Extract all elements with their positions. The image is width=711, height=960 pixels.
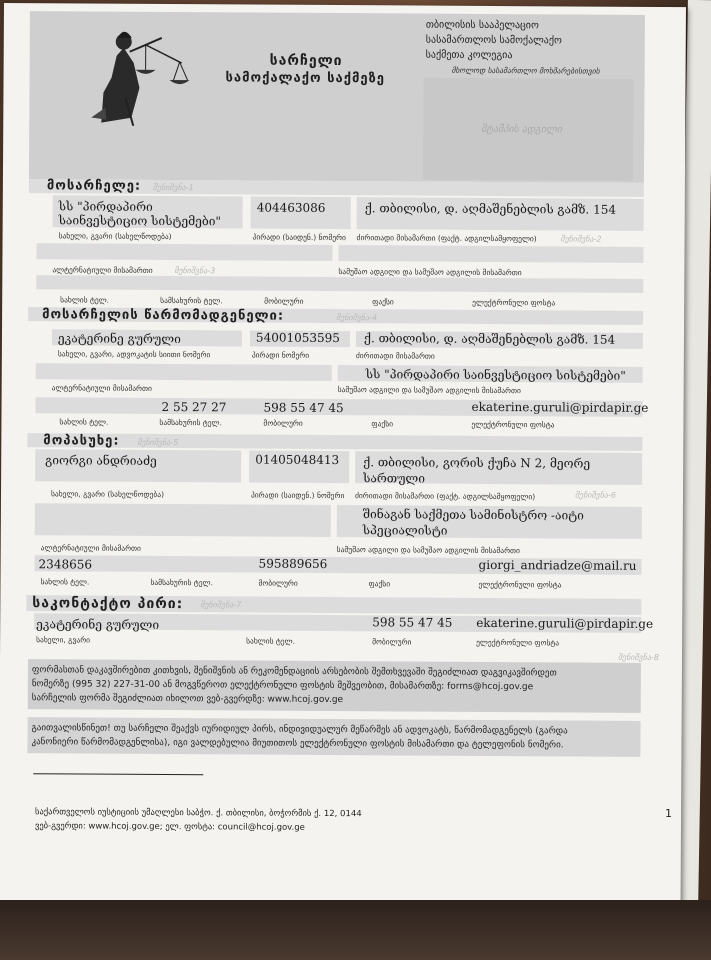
representative-address: ქ. თბილისი, დ. აღმაშენებლის გამზ. 154: [363, 331, 616, 347]
representative-label-address: ძირითადი მისამართი: [355, 351, 435, 361]
plaintiff-id: 404463086: [256, 200, 326, 215]
court-name-line3: საქმეთა კოლეგია: [425, 49, 513, 62]
defendant-mobile: 595889656: [258, 556, 328, 571]
contact-label-name: სახელი, გვარი: [36, 635, 91, 645]
plaintiff-label-name: სახელი, გვარი (სახელწოდება): [58, 231, 172, 242]
representative-work-phone: 2 55 27 27: [161, 399, 227, 415]
defendant-label-fax: ფაქსი: [368, 579, 391, 589]
representative-label-alt-address: ალტერნატიული მისამართი: [51, 383, 152, 393]
contact-hint8: შენიშვნა-8: [617, 652, 660, 663]
defendant-label-alt-address: ალტერნატიული მისამართი: [40, 543, 141, 553]
defendant-workplace-line2: სპეციალისტი: [362, 523, 448, 538]
plaintiff-label-address: ძირითადი მისამართი (ფაქტ. ადგილსამყოფელი): [356, 233, 537, 244]
defendant-label-address: ძირითადი მისამართი (ფაქტ. ადგილსამყოფელი): [354, 491, 536, 502]
representative-hint: შენიშვნა-4: [336, 313, 378, 323]
plaintiff-label-workplace: სამუშაო ადგილი და სამუშაო ადგილის მისამართი: [338, 267, 522, 278]
representative-label-mobile: მობილური: [263, 418, 303, 428]
notice-line2: ნომერზე (995 32) 227-31-00 ან მოგვწეროთ ელექტრონული ფოსტის მეშვეობით, მისამართზე: forms@hcoj.gov.ge: [31, 679, 534, 693]
defendant-label-email: ელექტრონული ფოსტა: [478, 579, 562, 590]
plaintiff-label-work-phone: სამსახურის ტელ.: [160, 295, 223, 306]
plaintiff-name-line1: სს "პირდაპირი: [58, 199, 153, 214]
representative-mobile: 598 55 47 45: [263, 400, 344, 416]
defendant-home-phone: 2348656: [38, 557, 93, 572]
contact-label-mobile: მობილური: [372, 637, 412, 647]
defendant-label-name: სახელი, გვარი (სახელწოდება): [50, 489, 165, 499]
plaintiff-heading: მოსარჩელე:: [46, 178, 142, 194]
defendant-hint6: შენიშვნა-6: [574, 490, 617, 500]
defendant-address-line1: ქ. თბილისი, გორის ქუჩა N 2, მეორე: [363, 455, 591, 471]
defendant-name: გიორგი ანდრიაძე: [45, 453, 157, 468]
representative-label-id: პირადი ნომერი: [251, 350, 310, 360]
contact-label-home-phone: სახლის ტელ.: [246, 636, 296, 646]
footer-contacts: ვებ-გვერდი: www.hcoj.gov.ge; ელ. ფოსტა: council@hcoj.gov.ge: [34, 821, 305, 833]
defendant-workplace-line1: შინაგან საქმეთა სამინისტრო -აიტი: [362, 507, 584, 523]
themis-logo-icon: [61, 17, 190, 128]
representative-label-fax: ფაქსი: [371, 419, 394, 429]
plaintiff-label-alt-address: ალტერნატიული მისამართი: [52, 265, 153, 275]
defendant-label-home-phone: სახლის ტელ.: [40, 577, 90, 587]
defendant-address-line2: სართული: [363, 471, 426, 486]
plaintiff-label-email: ელექტრონული ფოსტა: [472, 297, 556, 308]
contact-heading: საკონტაქტო პირი:: [32, 595, 184, 613]
form-subtitle: სამოქალაქო საქმეზე: [225, 70, 386, 87]
plaintiff-alt-address-box: [36, 243, 332, 261]
contact-label-email: ელექტრონული ფოსტა: [476, 637, 560, 648]
defendant-label-work-phone: სამსახურის ტელ.: [150, 577, 213, 588]
representative-email: ekaterine.guruli@pirdapir.ge: [471, 399, 649, 415]
plaintiff-label-id: პირადი (საიდენ.) ნომერი: [252, 232, 346, 243]
plaintiff-name-line2: საინვესტიციო სისტემები": [58, 213, 222, 229]
plaintiff-label-home-phone: სახლის ტელ.: [60, 295, 110, 305]
court-name-line2: სასამართლოს სამოქალაქო: [425, 34, 562, 47]
plaintiff-label-fax: ფაქსი: [372, 297, 394, 307]
representative-label-name: სახელი, გვარი, ადვოკატის სიითი ნომერი: [57, 349, 211, 360]
contact-mobile: 598 55 47 45: [372, 615, 453, 630]
representative-label-home-phone: სახლის ტელ.: [59, 417, 109, 427]
representative-id: 54001053595: [255, 330, 340, 346]
plaintiff-workplace-box: [338, 245, 643, 263]
document-page: [0, 3, 686, 907]
defendant-label-workplace: სამუშაო ადგილი და სამუშაო ადგილის მისამართი: [336, 545, 520, 556]
contact-name: ეკატერინე გურული: [36, 617, 160, 632]
representative-label-work-phone: სამსახურის ტელ.: [159, 417, 222, 428]
plaintiff-hint3: შენიშვნა-3: [174, 266, 216, 276]
contact-hint: შენიშვნა-7: [200, 600, 242, 610]
court-name-line1: თბილისის სააპელაციო: [425, 19, 539, 32]
defendant-heading: მოპასუხე:: [43, 433, 120, 449]
footer-address: საქართველოს იუსტიციის უმაღლესი საბჭო. ქ. თბილისი, ბოჭორმის ქ. 12, 0144: [35, 807, 362, 820]
defendant-label-mobile: მობილური: [258, 578, 298, 588]
page-number: 1: [665, 807, 673, 821]
defendant-hint: შენიშვნა-5: [137, 437, 179, 448]
court-use-hint: მხოლოდ სასამართლო მოხმარებისთვის: [451, 65, 600, 76]
representative-alt-address-box: [36, 363, 332, 381]
representative-label-workplace: სამუშაო ადგილი და სამუშაო ადგილის მისამართი: [337, 385, 521, 396]
defendant-label-id: პირადი (საიდენ.) ნომერი: [250, 490, 345, 501]
defendant-email: giorgi_andriadze@mail.ru: [478, 557, 637, 573]
form-title: სარჩელი: [269, 52, 343, 70]
plaintiff-hint2: შენიშვნა-2: [560, 234, 602, 244]
representative-heading: მოსარჩელის წარმომადგენელი:: [42, 307, 285, 324]
notice-line3: სარჩელის ფორმა შეგიძლიათ იხილოთ ვებ-გვერდზე: www.hcoj.gov.ge: [31, 693, 344, 706]
contact-email: ekaterine.guruli@pirdapir.ge: [476, 615, 654, 631]
floor-background: [0, 900, 711, 960]
signature-line: [33, 773, 203, 775]
representative-name: ეკატერინე გურული: [57, 331, 181, 347]
notice-line1: ფორმასთან დაკავშირებით კითხვის, შენიშვნის ან რეკომენდაციის არსებობის შემთხვევაში შეგიძლიათ დაგვიკავშირდეთ: [31, 665, 557, 679]
defendant-alt-address-box: [35, 503, 331, 537]
plaintiff-hint: შენიშვნა-1: [152, 182, 194, 193]
plaintiff-label-mobile: მობილური: [264, 296, 304, 306]
stamp-placeholder: შტამპის ადგილი: [481, 123, 563, 136]
warning-line2: კანონიერი წარმომადგენლისა), იგი ვალდებულია მიუთითოს ელექტრონული ფოსტის მისამართი და ტელეფონის ნომერი.: [31, 737, 564, 751]
plaintiff-address: ქ. თბილისი, დ. აღმაშენებლის გამზ. 154: [364, 201, 617, 217]
defendant-id: 01405048413: [255, 452, 340, 468]
representative-workplace: სს "პირდაპირი საინვესტიციო სისტემები": [365, 367, 626, 383]
plaintiff-phones-box: [36, 275, 643, 293]
warning-line1: გაითვალისწინეთ! თუ სარჩელი შეაქვს იურიდიულ პირს, ინდივიდუალურ მეწარმეს ან ადვოკატს, წარმომადგენელს (გარდა: [31, 723, 568, 737]
representative-label-email: ელექტრონული ფოსტა: [471, 419, 555, 430]
